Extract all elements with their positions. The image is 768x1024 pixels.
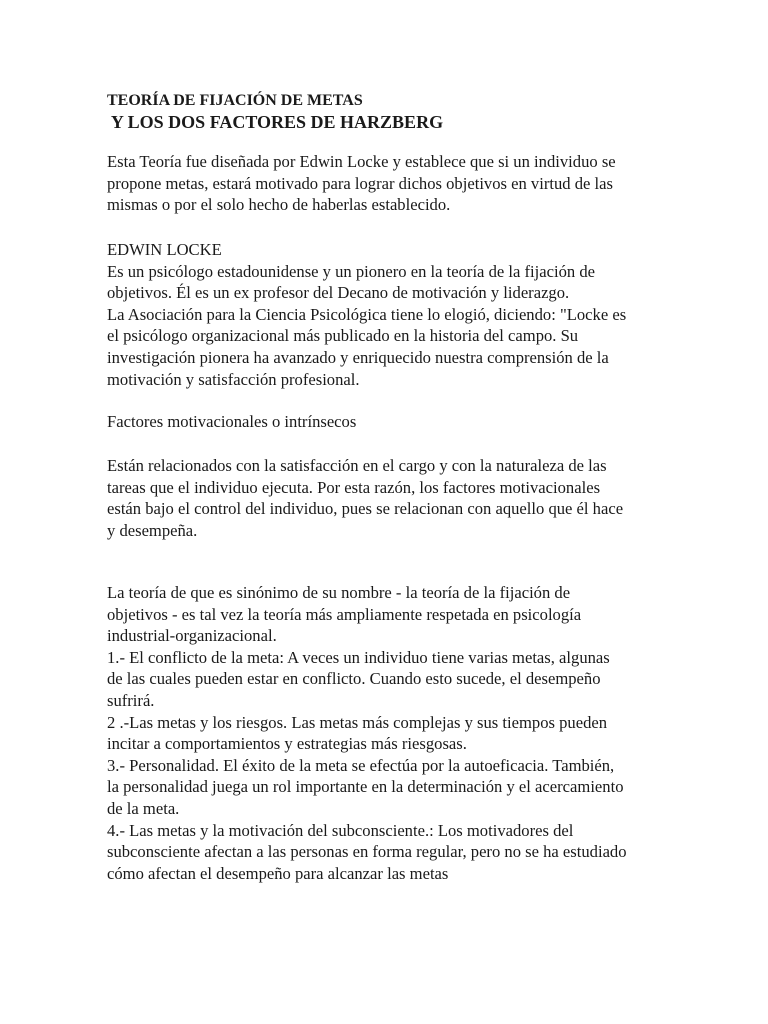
locke-line: el psicólogo organizacional más publicado en la historia del campo. Su [107,326,579,346]
document-title-line-2: Y LOS DOS FACTORES DE HARZBERG [107,112,444,132]
factors-heading [107,411,667,433]
list-item-2: 2 .-Las metas y los riesgos. Las metas más complejas y sus tiempos pueden [107,712,608,732]
intro-paragraph [107,151,667,216]
theory-paragraph [107,582,667,884]
list-item-4: 4.- Las metas y la motivación del subconsciente.: Los motivadores del [107,820,574,840]
theory-line: objetivos - es tal vez la teoría más ampliamente respetada en psicología [107,604,582,624]
factors-heading-text: Factores motivacionales o intrínsecos [107,412,357,431]
factors-paragraph [107,455,667,541]
intro-line: Esta Teoría fue diseñada por Edwin Locke y establece que si un individuo se [107,152,616,171]
locke-line: La Asociación para la Ciencia Psicológica tiene lo elogió, diciendo: "Locke es [107,304,627,324]
locke-line: objetivos. Él es un ex profesor del Decano de motivación y liderazgo. [107,283,570,303]
factors-line: y desempeña. [107,520,198,540]
locke-line: motivación y satisfacción profesional. [107,369,360,389]
theory-line: industrial-organizacional. [107,626,277,646]
theory-line: la personalidad juega un rol importante en la determinación y el acercamiento [107,777,624,797]
list-item-1: 1.- El conflicto de la meta: A veces un individuo tiene varias metas, algunas [107,647,610,667]
theory-line: subconsciente afectan a las personas en forma regular, pero no se ha estudiado [107,842,627,862]
theory-line: cómo afectan el desempeño para alcanzar las metas [107,863,449,883]
theory-line: incitar a comportamientos y estrategias más riesgosas. [107,734,467,754]
intro-line: mismas o por el solo hecho de haberlas establecido. [107,195,451,215]
document-title-line-1: TEORÍA DE FIJACIÓN DE METAS [107,92,363,109]
section-heading-edwin-locke: EDWIN LOCKE [107,240,222,259]
theory-line: de la meta. [107,798,180,818]
locke-line: investigación pionera ha avanzado y enriquecido nuestra comprensión de la [107,347,609,367]
theory-line: sufrirá. [107,690,155,710]
locke-line: Es un psicólogo estadounidense y un pionero en la teoría de la fijación de [107,261,595,281]
edwin-locke-section [107,239,667,390]
theory-line: de las cuales pueden estar en conflicto. Cuando esto sucede, el desempeño [107,669,601,689]
factors-line: Están relacionados con la satisfacción en el cargo y con la naturaleza de las [107,456,607,475]
list-item-3: 3.- Personalidad. El éxito de la meta se efectúa por la autoeficacia. También, [107,755,615,775]
theory-line: La teoría de que es sinónimo de su nombre - la teoría de la fijación de [107,583,571,602]
factors-line: están bajo el control del individuo, pues se relacionan con aquello que él hace [107,499,624,519]
factors-line: tareas que el individuo ejecuta. Por esta razón, los factores motivacionales [107,477,601,497]
intro-line: propone metas, estará motivado para lograr dichos objetivos en virtud de las [107,173,613,193]
